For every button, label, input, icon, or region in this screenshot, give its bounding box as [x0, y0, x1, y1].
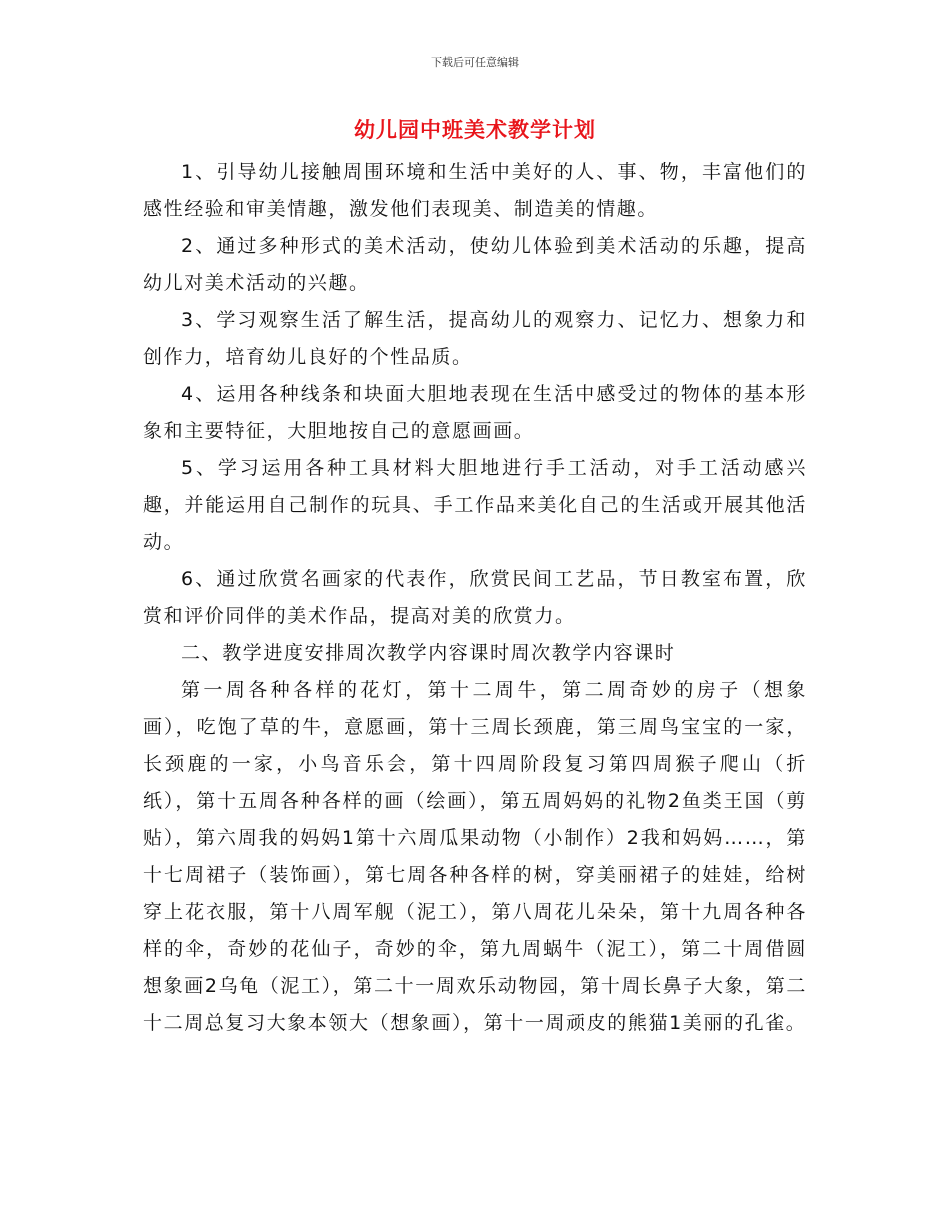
- paragraph-goal-2: 2、通过多种形式的美术活动，使幼儿体验到美术活动的乐趣，提高幼儿对美术活动的兴趣。: [143, 235, 807, 294]
- paragraph-goal-1: 1、引导幼儿接触周围环境和生活中美好的人、事、物，丰富他们的感性经验和审美情趣，激发他们表现美、制造美的情趣。: [143, 161, 807, 220]
- header-note: 下载后可任意编辑: [431, 56, 519, 69]
- document-body: [143, 154, 807, 1042]
- paragraph-schedule: 第一周各种各样的花灯，第十二周牛，第二周奇妙的房子（想象画），吃饱了草的牛，意愿画，第十三周长颈鹿，第三周鸟宝宝的一家，长颈鹿的一家，小鸟音乐会，第十四周阶段复习第四周猴子爬山（折纸），第十五周各种各样的画（绘画），第五周妈妈的礼物2鱼类王国（剪贴），第六周我的妈妈1第十六周瓜果动物（小制作）2我和妈妈……，第十七周裙子（装饰画），第七周各种各样的树，穿美丽裙子的娃娃，给树穿上花衣服，第十八周军舰（泥工），第八周花儿朵朵，第十九周各种各样的伞，奇妙的花仙子，奇妙的伞，第九周蜗牛（泥工），第二十周借圆想象画2乌龟（泥工），第二十一周欢乐动物园，第十周长鼻子大象，第二十二周总复习大象本领大（想象画），第十一周顽皮的熊猫1美丽的孔雀。: [143, 679, 807, 1034]
- paragraph-goal-5: 5、学习运用各种工具材料大胆地进行手工活动，对手工活动感兴趣，并能运用自己制作的玩具、手工作品来美化自己的生活或开展其他活动。: [143, 457, 807, 553]
- section-heading-schedule: 二、教学进度安排周次教学内容课时周次教学内容课时: [181, 642, 676, 664]
- paragraph-goal-3: 3、学习观察生活了解生活，提高幼儿的观察力、记忆力、想象力和创作力，培育幼儿良好的个性品质。: [143, 309, 807, 368]
- paragraph-goal-6: 6、通过欣赏名画家的代表作，欣赏民间工艺品，节日教室布置，欣赏和评价同伴的美术作品，提高对美的欣赏力。: [143, 568, 807, 627]
- paragraph-goal-4: 4、运用各种线条和块面大胆地表现在生活中感受过的物体的基本形象和主要特征，大胆地按自己的意愿画画。: [143, 383, 807, 442]
- document-title: 幼儿园中班美术教学计划: [354, 118, 596, 142]
